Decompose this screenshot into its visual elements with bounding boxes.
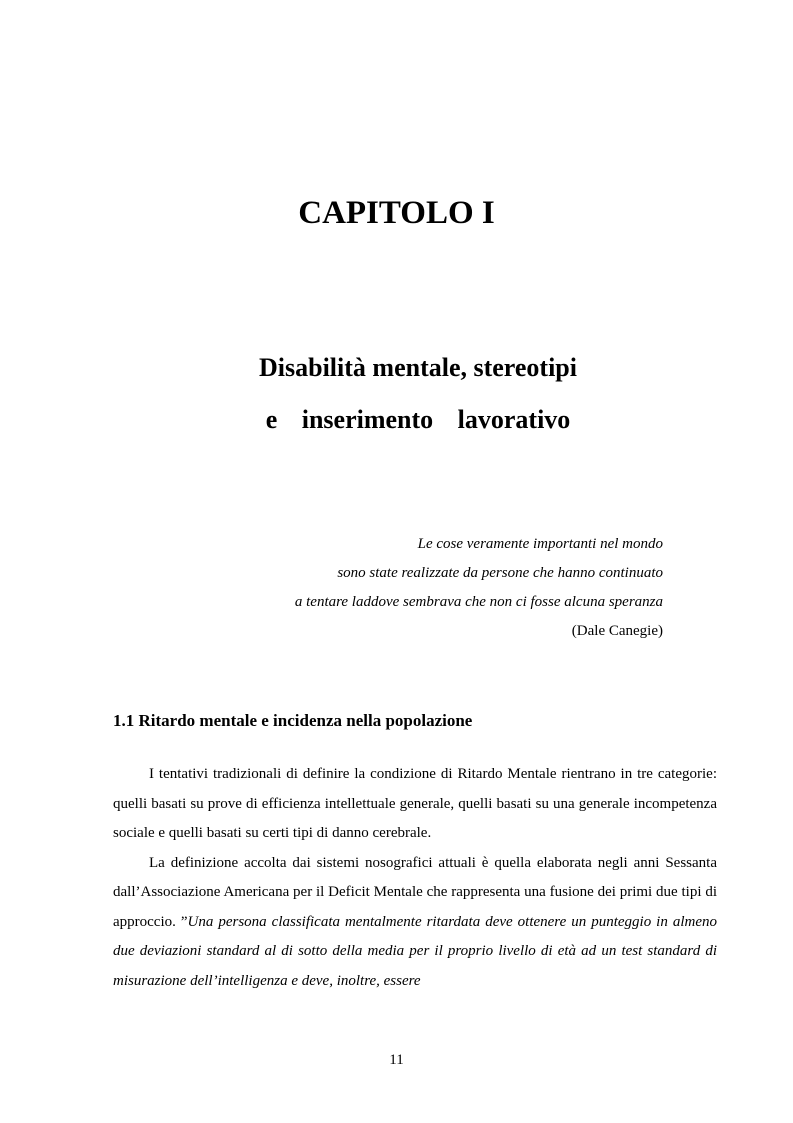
epigraph-line: a tentare laddove sembrava che non ci fosse alcuna speranza bbox=[294, 594, 663, 610]
paragraph bbox=[113, 849, 717, 997]
chapter-title: CAPITOLO I bbox=[298, 195, 495, 231]
epigraph-line: sono state realizzate da persone che hanno continuato bbox=[337, 565, 663, 581]
chapter-subtitle bbox=[0, 353, 793, 435]
paragraph-text: La definizione accolta dai sistemi nosografici attuali è quella elaborata negli anni Sessanta dall’Associazione Americana per il Deficit Mentale che rappresenta una fusione dei primi due tipi di approccio. ” bbox=[113, 854, 717, 930]
section-heading: 1.1 Ritardo mentale e incidenza nella popolazione bbox=[113, 711, 473, 730]
epigraph bbox=[295, 530, 663, 646]
paragraph: I tentativi tradizionali di definire la condizione di Ritardo Mentale rientrano in tre categorie: quelli basati su prove di efficienza intellettuale generale, quelli basati su una generale incompetenza sociale e quelli basati su certi tipi di danno cerebrale. bbox=[113, 766, 717, 841]
chapter-subtitle-line-1: Disabilità mentale, stereotipi bbox=[259, 353, 577, 382]
chapter-subtitle-line-2: e inserimento lavorativo bbox=[265, 405, 571, 434]
page-number: 11 bbox=[389, 1052, 404, 1068]
body-text bbox=[113, 760, 717, 996]
epigraph-line: Le cose veramente importanti nel mondo bbox=[417, 536, 663, 552]
quoted-definition: Una persona classificata mentalmente ritardata deve ottenere un punteggio in almeno due deviazioni standard al di sotto della media per il proprio livello di età ad un test standard di misurazione dell’intelligenza e deve, inoltre, essere bbox=[113, 913, 717, 989]
epigraph-author: (Dale Canegie) bbox=[571, 623, 663, 639]
